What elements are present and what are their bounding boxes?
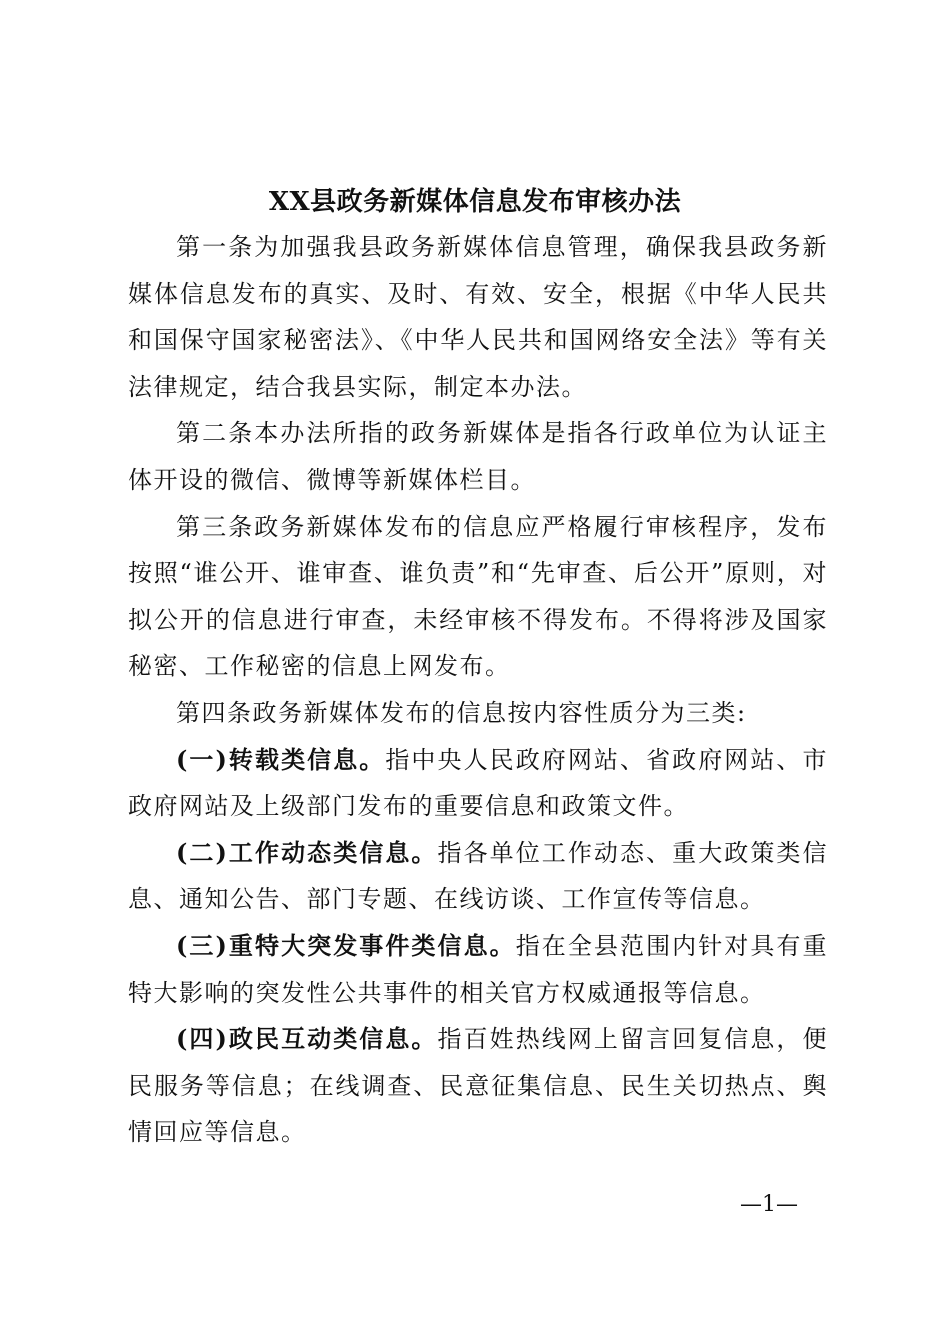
- category-item-reprint: [128, 737, 828, 830]
- document-title: XX县政务新媒体信息发布审核办法: [268, 187, 682, 217]
- category-item-head: (二)工作动态类信息。: [176, 837, 438, 867]
- category-item-text: 指中央人民政府网站、省政府网站、市政府网站及上级部门发布的重要信息和政策文件。: [128, 745, 828, 821]
- article-3-paragraph: 第三条政务新媒体发布的信息应严格履行审核程序，发布按照“谁公开、谁审查、谁负责”和“先审查、后公开”原则，对拟公开的信息进行审查，未经审核不得发布。不得将涉及国家秘密、工作秘密的信息上网发布。: [128, 512, 828, 681]
- category-item-head: (四)政民互动类信息。: [176, 1024, 438, 1054]
- category-item-head: (一)转载类信息。: [176, 744, 386, 774]
- category-item-work-dynamics: [128, 830, 828, 923]
- category-item-text: 指百姓热线网上留言回复信息，便民服务等信息；在线调查、民意征集信息、民生关切热点、舆情回应等信息。: [128, 1025, 828, 1147]
- category-item-text: 指各单位工作动态、重大政策类信息、通知公告、部门专题、在线访谈、工作宣传等信息。: [128, 838, 828, 914]
- article-4-paragraph: 第四条政务新媒体发布的信息按内容性质分为三类:: [176, 698, 747, 727]
- category-item-emergency: [128, 923, 828, 1016]
- document-body: [128, 224, 828, 1156]
- article-1-paragraph: 第一条为加强我县政务新媒体信息管理，确保我县政务新媒体信息发布的真实、及时、有效、安全，根据《中华人民共和国保守国家秘密法》、《中华人民共和国网络安全法》等有关法律规定，结合我县实际，制定本办法。: [128, 233, 828, 401]
- page-number: —1—: [740, 1192, 798, 1217]
- category-item-head: (三)重特大突发事件类信息。: [176, 930, 516, 960]
- article-2-paragraph: 第二条本办法所指的政务新媒体是指各行政单位为认证主体开设的微信、微博等新媒体栏目。: [128, 419, 828, 494]
- category-item-text: 指在全县范围内针对具有重特大影响的突发性公共事件的相关官方权威通报等信息。: [128, 931, 829, 1007]
- category-item-interaction: [128, 1016, 828, 1156]
